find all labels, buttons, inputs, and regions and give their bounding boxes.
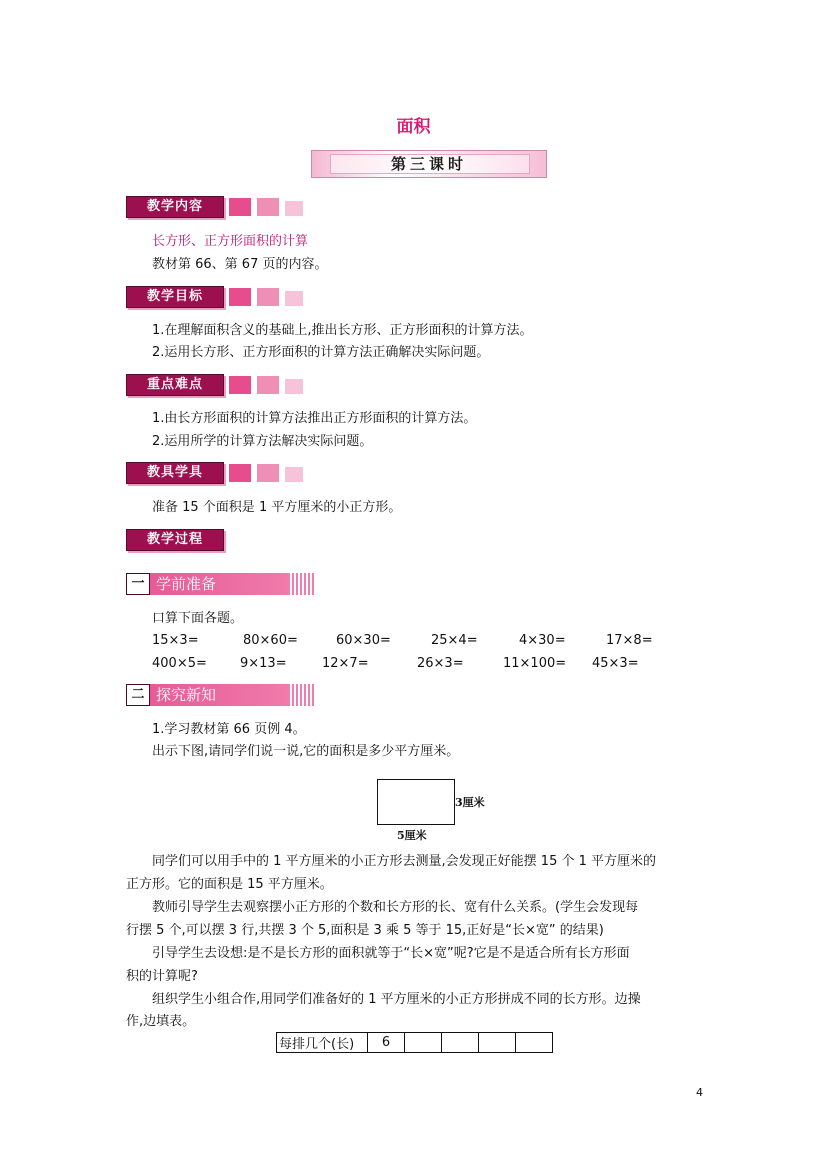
step-number: 一 <box>126 573 150 595</box>
oral-intro: 口算下面各题。 <box>152 611 244 626</box>
section-content-header <box>126 196 306 218</box>
lesson-banner <box>311 150 547 178</box>
table-cell <box>516 1033 553 1053</box>
fill-table <box>276 1032 553 1053</box>
oral-item: 9×13= <box>240 656 287 671</box>
goal-line: 1.在理解面积含义的基础上,推出长方形、正方形面积的计算方法。 <box>152 323 533 338</box>
height-label: 3厘米 <box>455 796 485 809</box>
oral-item: 25×4= <box>431 633 478 648</box>
explore-line: 1.学习教材第 66 页例 4。 <box>152 722 306 737</box>
table-cell <box>405 1033 442 1053</box>
decor-square <box>285 201 303 216</box>
para-line: 积的计算呢? <box>126 969 198 984</box>
oral-item: 4×30= <box>519 633 566 648</box>
section-key-header <box>126 374 306 396</box>
table-cell <box>479 1033 516 1053</box>
decor-square <box>257 198 279 216</box>
step-label: 探究新知 <box>150 684 294 706</box>
lesson-label: 第三课时 <box>390 155 467 173</box>
para-line: 行摆 5 个,可以摆 3 行,共摆 3 个 5,面积是 3 乘 5 等于 15,正好是“长×宽” 的结果) <box>126 923 604 938</box>
key-line: 2.运用所学的计算方法解决实际问题。 <box>152 434 373 449</box>
decor-square <box>257 376 279 394</box>
decor-square <box>229 464 251 482</box>
page-number: 4 <box>696 1086 703 1099</box>
section-goals-header <box>126 286 306 308</box>
explore-line: 出示下图,请同学们说一说,它的面积是多少平方厘米。 <box>152 744 460 759</box>
para-line: 同学们可以用手中的 1 平方厘米的小正方形去测量,会发现正好能摆 15 个 1 平方厘米的 <box>152 854 657 869</box>
step1-bar <box>126 573 316 595</box>
oral-item: 26×3= <box>417 656 464 671</box>
para-line: 作,边填表。 <box>126 1014 196 1029</box>
para-line: 引导学生去设想:是不是长方形的面积就等于“长×宽”呢?它是不是适合所有长方形面 <box>152 946 630 961</box>
decor-square <box>229 376 251 394</box>
table-cell <box>442 1033 479 1053</box>
oral-item: 45×3= <box>592 656 639 671</box>
table-cell: 6 <box>368 1033 405 1053</box>
step-number: 二 <box>126 684 150 706</box>
width-label: 5厘米 <box>397 829 427 842</box>
section-tag: 教具学具 <box>126 462 224 484</box>
section-tag: 重点难点 <box>126 374 224 396</box>
decor-square <box>285 467 303 482</box>
oral-item: 80×60= <box>243 633 298 648</box>
decor-square <box>257 288 279 306</box>
oral-item: 15×3= <box>152 633 199 648</box>
oral-item: 12×7= <box>322 656 369 671</box>
decor-stripes <box>288 684 316 706</box>
goal-line: 2.运用长方形、正方形面积的计算方法正确解决实际问题。 <box>152 345 490 360</box>
content-topic: 长方形、正方形面积的计算 <box>152 234 309 249</box>
table-row <box>277 1033 553 1053</box>
key-line: 1.由长方形面积的计算方法推出正方形面积的计算方法。 <box>152 411 477 426</box>
step-label: 学前准备 <box>150 573 294 595</box>
content-pages: 教材第 66、第 67 页的内容。 <box>152 257 328 272</box>
rectangle-figure <box>377 779 455 825</box>
oral-item: 11×100= <box>503 656 567 671</box>
section-tag: 教学目标 <box>126 286 224 308</box>
decor-square <box>257 464 279 482</box>
page-title: 面积 <box>396 117 431 137</box>
oral-item: 400×5= <box>152 656 207 671</box>
section-tag: 教学过程 <box>126 529 224 551</box>
tools-line: 准备 15 个面积是 1 平方厘米的小正方形。 <box>152 500 402 515</box>
para-line: 教师引导学生去观察摆小正方形的个数和长方形的长、宽有什么关系。(学生会发现每 <box>152 900 639 915</box>
para-line: 组织学生小组合作,用同学们准备好的 1 平方厘米的小正方形拼成不同的长方形。边操 <box>152 992 641 1007</box>
decor-square <box>285 291 303 306</box>
section-tools-header <box>126 462 306 484</box>
para-line: 正方形。它的面积是 15 平方厘米。 <box>126 877 333 892</box>
decor-square <box>229 198 251 216</box>
decor-stripes <box>288 573 316 595</box>
oral-item: 60×30= <box>336 633 391 648</box>
oral-item: 17×8= <box>606 633 653 648</box>
decor-square <box>229 288 251 306</box>
step2-bar <box>126 684 316 706</box>
decor-square <box>285 379 303 394</box>
section-tag: 教学内容 <box>126 196 224 218</box>
section-process-header <box>126 529 226 551</box>
table-row-header: 每排几个(长) <box>277 1033 368 1053</box>
